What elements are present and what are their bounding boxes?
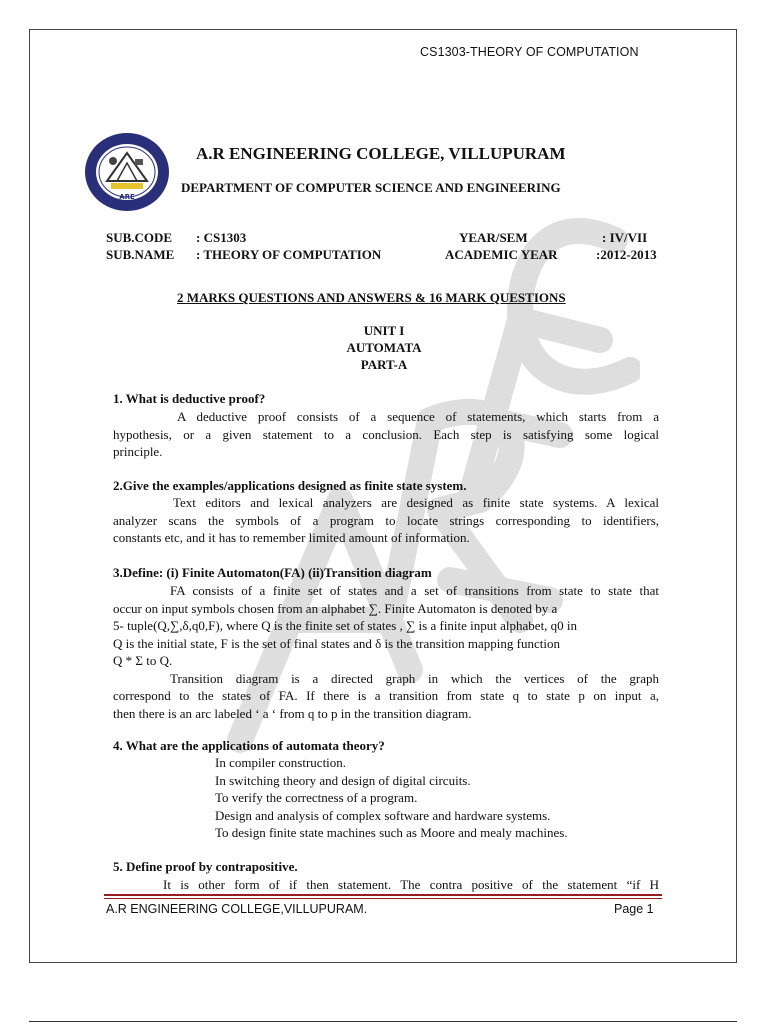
unit-number: UNIT I (363, 323, 405, 338)
footer-divider-thin (104, 898, 662, 899)
question-1-title: 1. What is deductive proof? (113, 391, 266, 406)
list-item: To verify the correctness of a program. (215, 790, 418, 805)
question-4-list (215, 754, 568, 842)
year-sem-value: : IV/VII (602, 230, 648, 245)
answer-line: principle. (113, 444, 163, 459)
unit-part: PART-A (360, 357, 408, 372)
question-5-answer (113, 876, 659, 894)
footer-page-number: Page 1 (614, 902, 654, 916)
sub-code-value: : CS1303 (196, 230, 247, 245)
year-sem-label: YEAR/SEM (459, 230, 528, 245)
academic-year-value: :2012-2013 (596, 247, 657, 262)
answer-line: Q is the initial state, F is the set of final states and δ is the transition mapping function (113, 635, 560, 651)
answer-line: A deductive proof consists of a sequence of statements, which starts from a (177, 409, 659, 424)
list-item: To design finite state machines such as Moore and mealy machines. (215, 825, 568, 840)
answer-line: Q * Σ to Q. (113, 653, 173, 668)
question-2-title: 2.Give the examples/applications designed as finite state system. (113, 478, 467, 493)
answer-line: Transition diagram is a directed graph in which the vertices of the graph (170, 670, 659, 686)
answer-line: then there is an arc labeled ‘ a ‘ from q to p in the transition diagram. (113, 705, 472, 721)
answer-line: Text editors and lexical analyzers are designed as finite state systems. A lexical (173, 495, 659, 510)
logo-text: ARE (119, 193, 135, 201)
sub-name-label: SUB.NAME (106, 247, 175, 262)
unit-title: AUTOMATA (346, 340, 422, 355)
academic-year-label: ACADEMIC YEAR (445, 247, 558, 262)
college-name: A.R ENGINEERING COLLEGE, VILLUPURAM (196, 144, 566, 163)
college-logo (83, 131, 171, 213)
department-name: DEPARTMENT OF COMPUTER SCIENCE AND ENGINEERING (181, 180, 561, 195)
answer-line: FA consists of a finite set of states and a set of transitions from state to state that (170, 583, 659, 598)
list-item: In switching theory and design of digital circuits. (215, 772, 471, 788)
list-item: In compiler construction. (215, 755, 347, 770)
section-heading: 2 MARKS QUESTIONS AND ANSWERS & 16 MARK QUESTIONS (177, 290, 566, 305)
answer-line: 5- tuple(Q,∑,δ,q0,F), where Q is the finite set of states , ∑ is a finite input alphabet, q0 in (113, 618, 578, 633)
answer-line: analyzer scans the symbols of a program to locate strings corresponding to identifiers, (113, 512, 659, 528)
answer-line: hypothesis, or a given statement to a conclusion. Each step is satisfying some logical (113, 426, 659, 442)
question-5-title: 5. Define proof by contrapositive. (113, 859, 298, 874)
logo-dish-icon (109, 157, 117, 165)
next-page-edge (29, 1021, 737, 1022)
question-3-answer (113, 582, 659, 722)
footer-college: A.R ENGINEERING COLLEGE,VILLUPURAM. (106, 902, 368, 916)
answer-line: occur on input symbols chosen from an alphabet ∑. Finite Automaton is denoted by a (113, 600, 558, 616)
answer-line: correspond to the states of FA. If there is a transition from state q to state p on input a, (113, 688, 659, 703)
answer-line: It is other form of if then statement. The contra positive of the statement “if H (163, 877, 659, 892)
question-1-answer (113, 408, 659, 461)
answer-line: constants etc, and it has to remember limited amount of information. (113, 530, 470, 545)
footer-divider (104, 894, 662, 896)
sub-name-value: : THEORY OF COMPUTATION (196, 247, 382, 262)
question-2-answer (113, 494, 659, 547)
question-3-title: 3.Define: (i) Finite Automaton(FA) (ii)Transition diagram (113, 565, 432, 580)
list-item: Design and analysis of complex software and hardware systems. (215, 807, 551, 823)
sub-code-label: SUB.CODE (106, 230, 173, 245)
question-4-title: 4. What are the applications of automata theory? (113, 738, 385, 753)
header-course-title: CS1303-THEORY OF COMPUTATION (420, 45, 639, 59)
